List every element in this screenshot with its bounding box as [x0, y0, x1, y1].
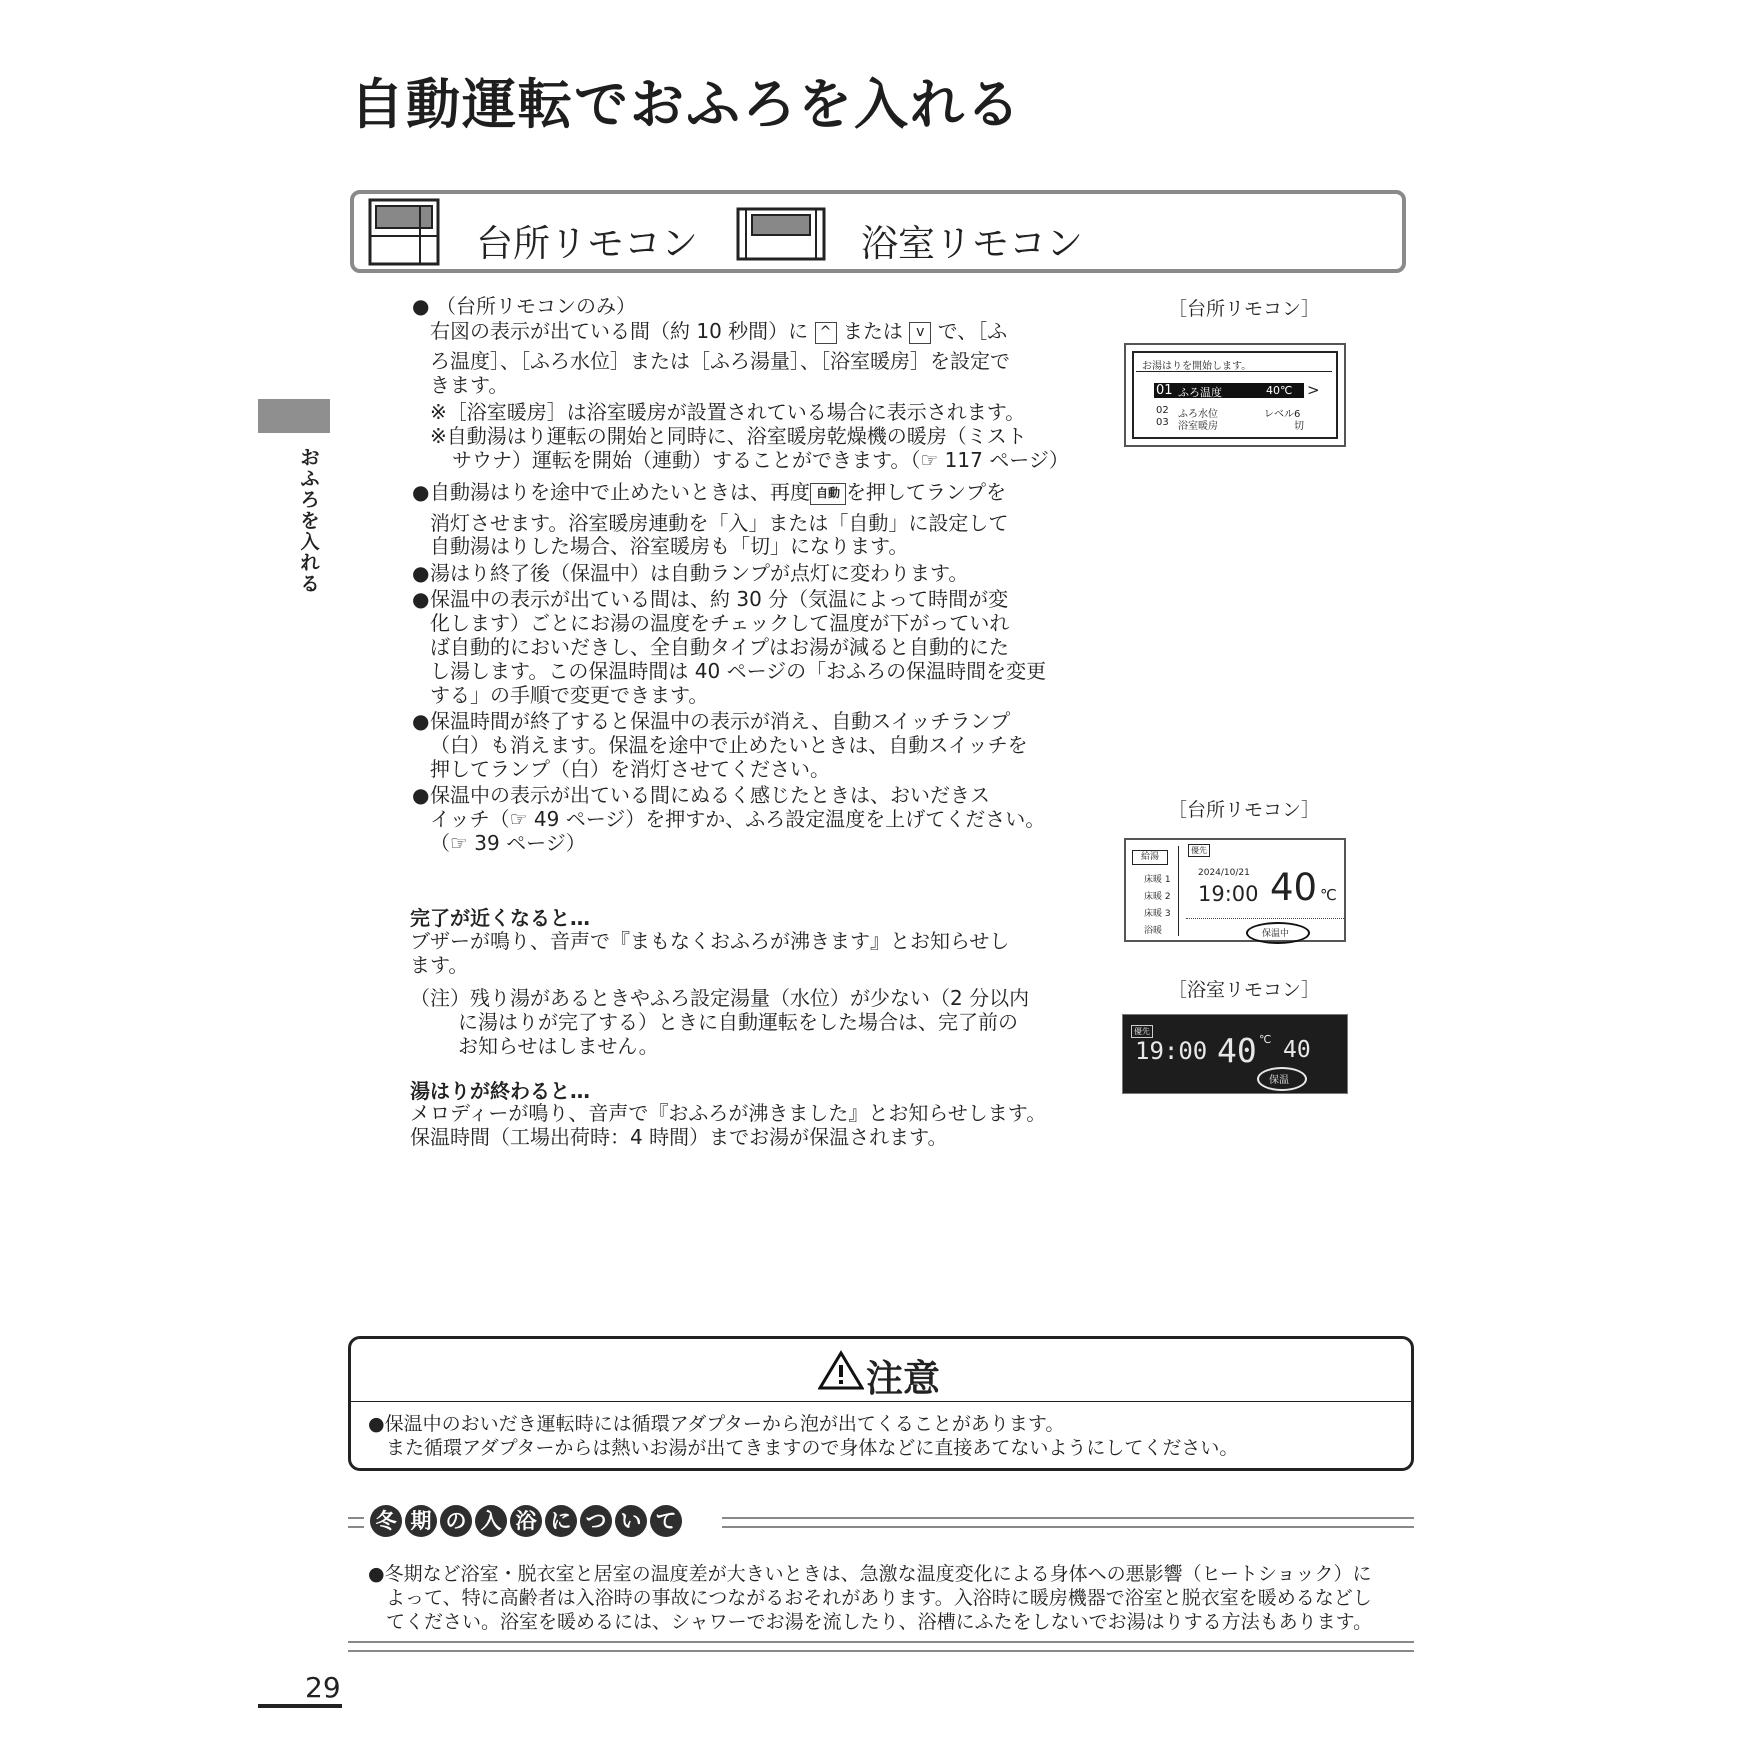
kitchen-remote-icon [368, 198, 440, 266]
lcd1-message: お湯はりを開始します。 [1142, 361, 1252, 372]
heading-char: の [440, 1505, 472, 1537]
page-number-underline [258, 1704, 342, 1708]
heading-char: に [545, 1505, 577, 1537]
lcd1-row3-name: 浴室暖房 [1178, 421, 1218, 432]
side-index-label: おふろを入れる [300, 447, 320, 595]
lcd1-row3-number: 03 [1156, 417, 1169, 428]
page-number: 29 [305, 1671, 341, 1704]
b1-line3: きます。 [430, 373, 509, 397]
lcd3-unit: ℃ [1259, 1033, 1272, 1046]
b1-line2: ろ温度］、［ふろ水位］または［ふろ湯量］、［浴室暖房］を設定で [430, 349, 1010, 373]
winter-heading [370, 1505, 685, 1537]
lcd2-temp: 40 [1270, 866, 1318, 909]
bath-remote-display [1122, 1014, 1348, 1094]
b2-line2: 消灯させます。浴室暖房連動を「入」または「自動」に設定して [430, 511, 1009, 535]
kitchen-remote-display-1 [1124, 343, 1346, 447]
lcd2-time: 19:00 [1198, 882, 1259, 906]
lcd3-temp: 40 [1217, 1031, 1257, 1070]
note-line2: に湯はりが完了する）ときに自動運転をした場合は、完了前の [458, 1010, 1018, 1034]
lcd2-tab-bath-heater: 浴暖 [1144, 926, 1163, 936]
b1-note2a: ※自動湯はり運転の開始と同時に、浴室暖房乾燥機の暖房（ミスト [430, 424, 1027, 448]
b4-line2: 化します）ごとにお湯の温度をチェックして温度が下がっていれ [430, 611, 1010, 635]
lcd3-temp2: 40 [1283, 1037, 1311, 1063]
caution-line1: ●保温中のおいだき運転時には循環アダプターから泡が出てくることがあります。 [368, 1413, 1065, 1435]
winter-bottom-rule [348, 1641, 1414, 1652]
note-line1: （注）残り湯があるときやふろ設定湯量（水位）が少ない（2 分以内 [410, 986, 1030, 1010]
lcd2-unit: ℃ [1320, 886, 1337, 904]
b4-line1: 保温中の表示が出ている間は、約 30 分（気温によって時間が変 [430, 587, 1009, 611]
b4-line4: し湯します。この保温時間は 40 ページの「おふろの保温時間を変更 [430, 659, 1047, 683]
heading-char: 入 [475, 1505, 507, 1537]
winter-rule-left [348, 1517, 364, 1528]
winter-line2: よって、特に高齢者は入浴時の事故につながるおそれがあります。入浴時に暖房機器で浴室と脱衣室を暖めるなどし [386, 1587, 1372, 1609]
section-filled-heading: 湯はりが終わると… [410, 1079, 590, 1103]
winter-line3: てください。浴室を暖めるには、シャワーでお湯を流したり、浴槽にふたをしないでお湯はりする方法もあります。 [386, 1611, 1373, 1633]
lcd2-tab-floor2: 床暖 2 [1144, 892, 1171, 902]
b4-line5: する」の手順で変更できます。 [430, 683, 709, 707]
section-near-complete-heading: 完了が近くなると… [410, 906, 590, 930]
b2-line3: 自動湯はりした場合、浴室暖房も「切」になります。 [430, 534, 909, 558]
up-button-icon: ^ [815, 322, 837, 344]
figure-caption-kitchen-2: ［台所リモコン］ [1168, 799, 1321, 821]
page-title: 自動運転でおふろを入れる [350, 73, 1022, 136]
b2-line1: 自動湯はりを途中で止めたいときは、再度 自動 を押してランプを [430, 480, 1006, 504]
s1-line2: ます。 [410, 953, 469, 977]
s2-line2: 保温時間（工場出荷時：4 時間）までお湯が保温されます。 [410, 1125, 948, 1149]
b1-note2b: サウナ）運転を開始（連動）することができます。（☞ 117 ページ） [452, 448, 1069, 472]
lcd1-row1-name: ふろ温度 [1178, 386, 1222, 399]
lcd2-tab-floor1: 床暖 1 [1144, 875, 1171, 885]
caution-divider [350, 1401, 1412, 1402]
b5-line2: （白）も消えます。保温を途中で止めたいときは、自動スイッチを [430, 733, 1028, 757]
b1-line1: 右図の表示が出ている間（約 10 秒間）に ^ または v で、［ふ [430, 319, 1008, 343]
side-index-tab [258, 399, 330, 433]
note-line3: お知らせはしません。 [458, 1034, 659, 1058]
bullet-icon: ● [412, 561, 430, 585]
lcd2-priority-badge: 優先 [1188, 844, 1210, 857]
b3-line1: 湯はり終了後（保温中）は自動ランプが点灯に変わります。 [430, 561, 969, 585]
lcd1-row2-value: レベル6 [1264, 409, 1301, 420]
lcd2-tab-floor3: 床暖 3 [1144, 909, 1171, 919]
caution-title: 注意 [866, 1357, 940, 1400]
b6-line2: イッチ（☞ 49 ページ）を押すか、ふろ設定温度を上げてください。 [430, 807, 1046, 831]
heading-char: 浴 [510, 1505, 542, 1537]
winter-rule-right [722, 1517, 1414, 1528]
auto-button-icon: 自動 [810, 483, 846, 505]
figure-caption-kitchen-1: ［台所リモコン］ [1168, 298, 1321, 320]
bullet-icon: ● [412, 480, 430, 504]
heading-char: 期 [405, 1505, 437, 1537]
figure-caption-bath: ［浴室リモコン］ [1168, 979, 1321, 1001]
lcd2-tab-hot-water: 給湯 [1132, 850, 1168, 865]
bullet-icon: ● [412, 783, 430, 807]
lcd3-priority-badge: 優先 [1131, 1025, 1153, 1038]
heading-char: て [650, 1505, 682, 1537]
chevron-right-icon: > [1307, 381, 1320, 399]
b4-line3: ば自動的においだきし、全自動タイプはお湯が減ると自動的にた [430, 635, 1009, 659]
heading-char: い [615, 1505, 647, 1537]
b1-note1: ※［浴室暖房］は浴室暖房が設置されている場合に表示されます。 [430, 400, 1026, 424]
b5-line3: 押してランプ（白）を消灯させてください。 [430, 757, 830, 781]
heading-char: 冬 [370, 1505, 402, 1537]
down-button-icon: v [909, 322, 931, 344]
s2-line1: メロディーが鳴り、音声で『おふろが沸きました』とお知らせします。 [410, 1101, 1047, 1125]
winter-line1: ●冬期など浴室・脱衣室と居室の温度差が大きいときは、急激な温度変化による身体への悪影響（ヒートショック）に [368, 1563, 1372, 1585]
s1-line1: ブザーが鳴り、音声で『まもなくおふろが沸きます』とお知らせし [410, 929, 1010, 953]
b6-line3: （☞ 39 ページ） [430, 831, 586, 855]
kitchen-remote-display-2 [1124, 838, 1346, 942]
lcd1-row3-value: 切 [1294, 421, 1304, 432]
heading-char: つ [580, 1505, 612, 1537]
bath-remote-icon [736, 207, 826, 261]
b6-line1: 保温中の表示が出ている間にぬるく感じたときは、おいだきス [430, 783, 990, 807]
warning-icon [818, 1350, 864, 1390]
lcd2-date: 2024/10/21 [1198, 868, 1250, 878]
b1-head: （台所リモコンのみ） [436, 294, 636, 318]
lcd1-row1-number: 01 [1156, 383, 1173, 398]
b5-line1: 保温時間が終了すると保温中の表示が消え、自動スイッチランプ [430, 709, 1011, 733]
bullet-icon: ● [412, 294, 430, 318]
bullet-icon: ● [412, 709, 430, 733]
lcd1-row1-value: 40℃ [1266, 384, 1293, 397]
lcd3-time: 19:00 [1135, 1037, 1208, 1065]
bullet-icon: ● [412, 587, 430, 611]
kitchen-remote-label: 台所リモコン [476, 222, 698, 265]
lcd1-row2-name: ふろ水位 [1178, 409, 1218, 420]
caution-line2: また循環アダプターからは熱いお湯が出てきますので身体などに直接あてないようにしてください。 [386, 1437, 1239, 1459]
bath-remote-label: 浴室リモコン [861, 222, 1083, 265]
lcd2-status: 保温中 [1262, 929, 1290, 939]
lcd1-row2-number: 02 [1156, 405, 1169, 416]
lcd3-status: 保温 [1269, 1075, 1289, 1086]
